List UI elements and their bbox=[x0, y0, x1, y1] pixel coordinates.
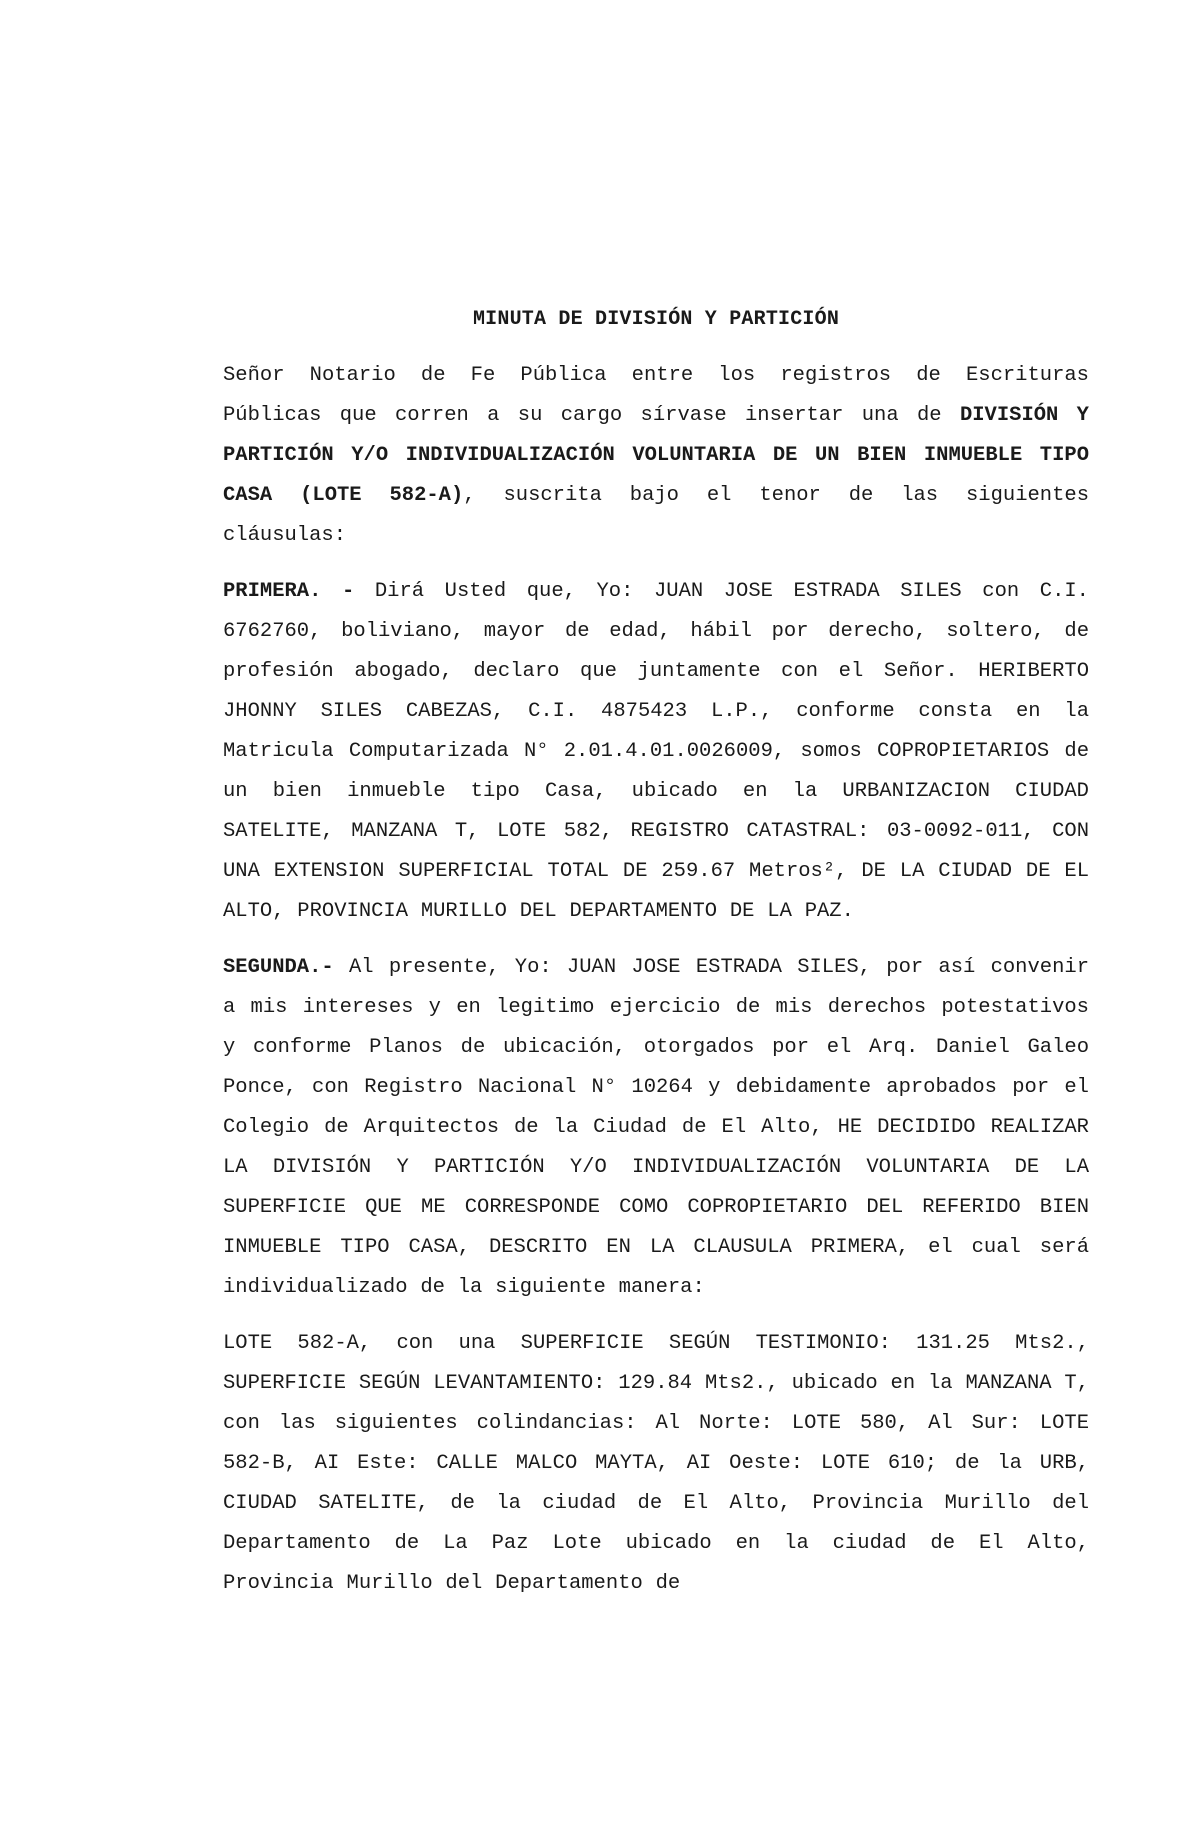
document-title: MINUTA DE DIVISIÓN Y PARTICIÓN bbox=[472, 308, 840, 331]
intro-text-start: Señor Notario de Fe Pública entre los registros de Escrituras Públicas que corren a su cargo sírvase insertar una de bbox=[223, 364, 1089, 427]
intro-paragraph bbox=[223, 356, 1089, 556]
clause-segunda bbox=[223, 948, 1089, 1308]
intro-bold-subject: DIVISIÓN Y PARTICIÓN Y/O INDIVIDUALIZACIÓN VOLUNTARIA DE UN BIEN INMUEBLE TIPO CASA (LOTE 582-A) bbox=[223, 404, 1089, 507]
clause-primera bbox=[223, 572, 1089, 932]
clause-segunda-text: Al presente, Yo: JUAN JOSE ESTRADA SILES, por así convenir a mis intereses y en legitimo ejercicio de mis derechos potestativos y conforme Planos de ubicación, otorgados por el Arq. Daniel Galeo Ponce, con Registro Nacional N° 10264 y debidamente aprobados por el Colegio de Arquitectos de la Ciudad de El Alto, HE DECIDIDO REALIZAR LA DIVISIÓN Y PARTICIÓN Y/O INDIVIDUALIZACIÓN VOLUNTARIA DE LA SUPERFICIE QUE ME CORRESPONDE COMO COPROPIETARIO DEL REFERIDO BIEN INMUEBLE TIPO CASA, DESCRITO EN LA CLAUSULA PRIMERA, el cual será individualizado de la siguiente manera: bbox=[223, 956, 1089, 1299]
clause-primera-text: Dirá Usted que, Yo: JUAN JOSE ESTRADA SILES con C.I. 6762760, boliviano, mayor de edad, hábil por derecho, soltero, de profesión abogado, declaro que juntamente con el Señor. HERIBERTO JHONNY SILES CABEZAS, C.I. 4875423 L.P., conforme consta en la Matricula Computarizada N° 2.01.4.01.0026009, somos COPROPIETARIOS de un bien inmueble tipo Casa, ubicado en la URBANIZACION CIUDAD SATELITE, MANZANA T, LOTE 582, REGISTRO CATASTRAL: 03-0092-011, CON UNA EXTENSION SUPERFICIAL TOTAL DE 259.67 Metros², DE LA CIUDAD DE EL ALTO, PROVINCIA MURILLO DEL DEPARTAMENTO DE LA PAZ. bbox=[223, 580, 1089, 923]
clause-segunda-heading: SEGUNDA.- bbox=[223, 956, 334, 979]
intro-text-end: , suscrita bajo el tenor de las siguientes cláusulas: bbox=[223, 484, 1090, 547]
document-page bbox=[223, 308, 1089, 1620]
clause-primera-heading: PRIMERA. - bbox=[223, 580, 355, 603]
lote-description: LOTE 582-A, con una SUPERFICIE SEGÚN TESTIMONIO: 131.25 Mts2., SUPERFICIE SEGÚN LEVANTAMIENTO: 129.84 Mts2., ubicado en la MANZANA T, con las siguientes colindancias: Al Norte: LOTE 580, Al Sur: LOTE 582-B, AI Este: CALLE MALCO MAYTA, AI Oeste: LOTE 610; de la URB, CIUDAD SATELITE, de la ciudad de El Alto, Provincia Murillo del Departamento de La Paz Lote ubicado en la ciudad de El Alto, Provincia Murillo del Departamento de bbox=[223, 1332, 1089, 1595]
